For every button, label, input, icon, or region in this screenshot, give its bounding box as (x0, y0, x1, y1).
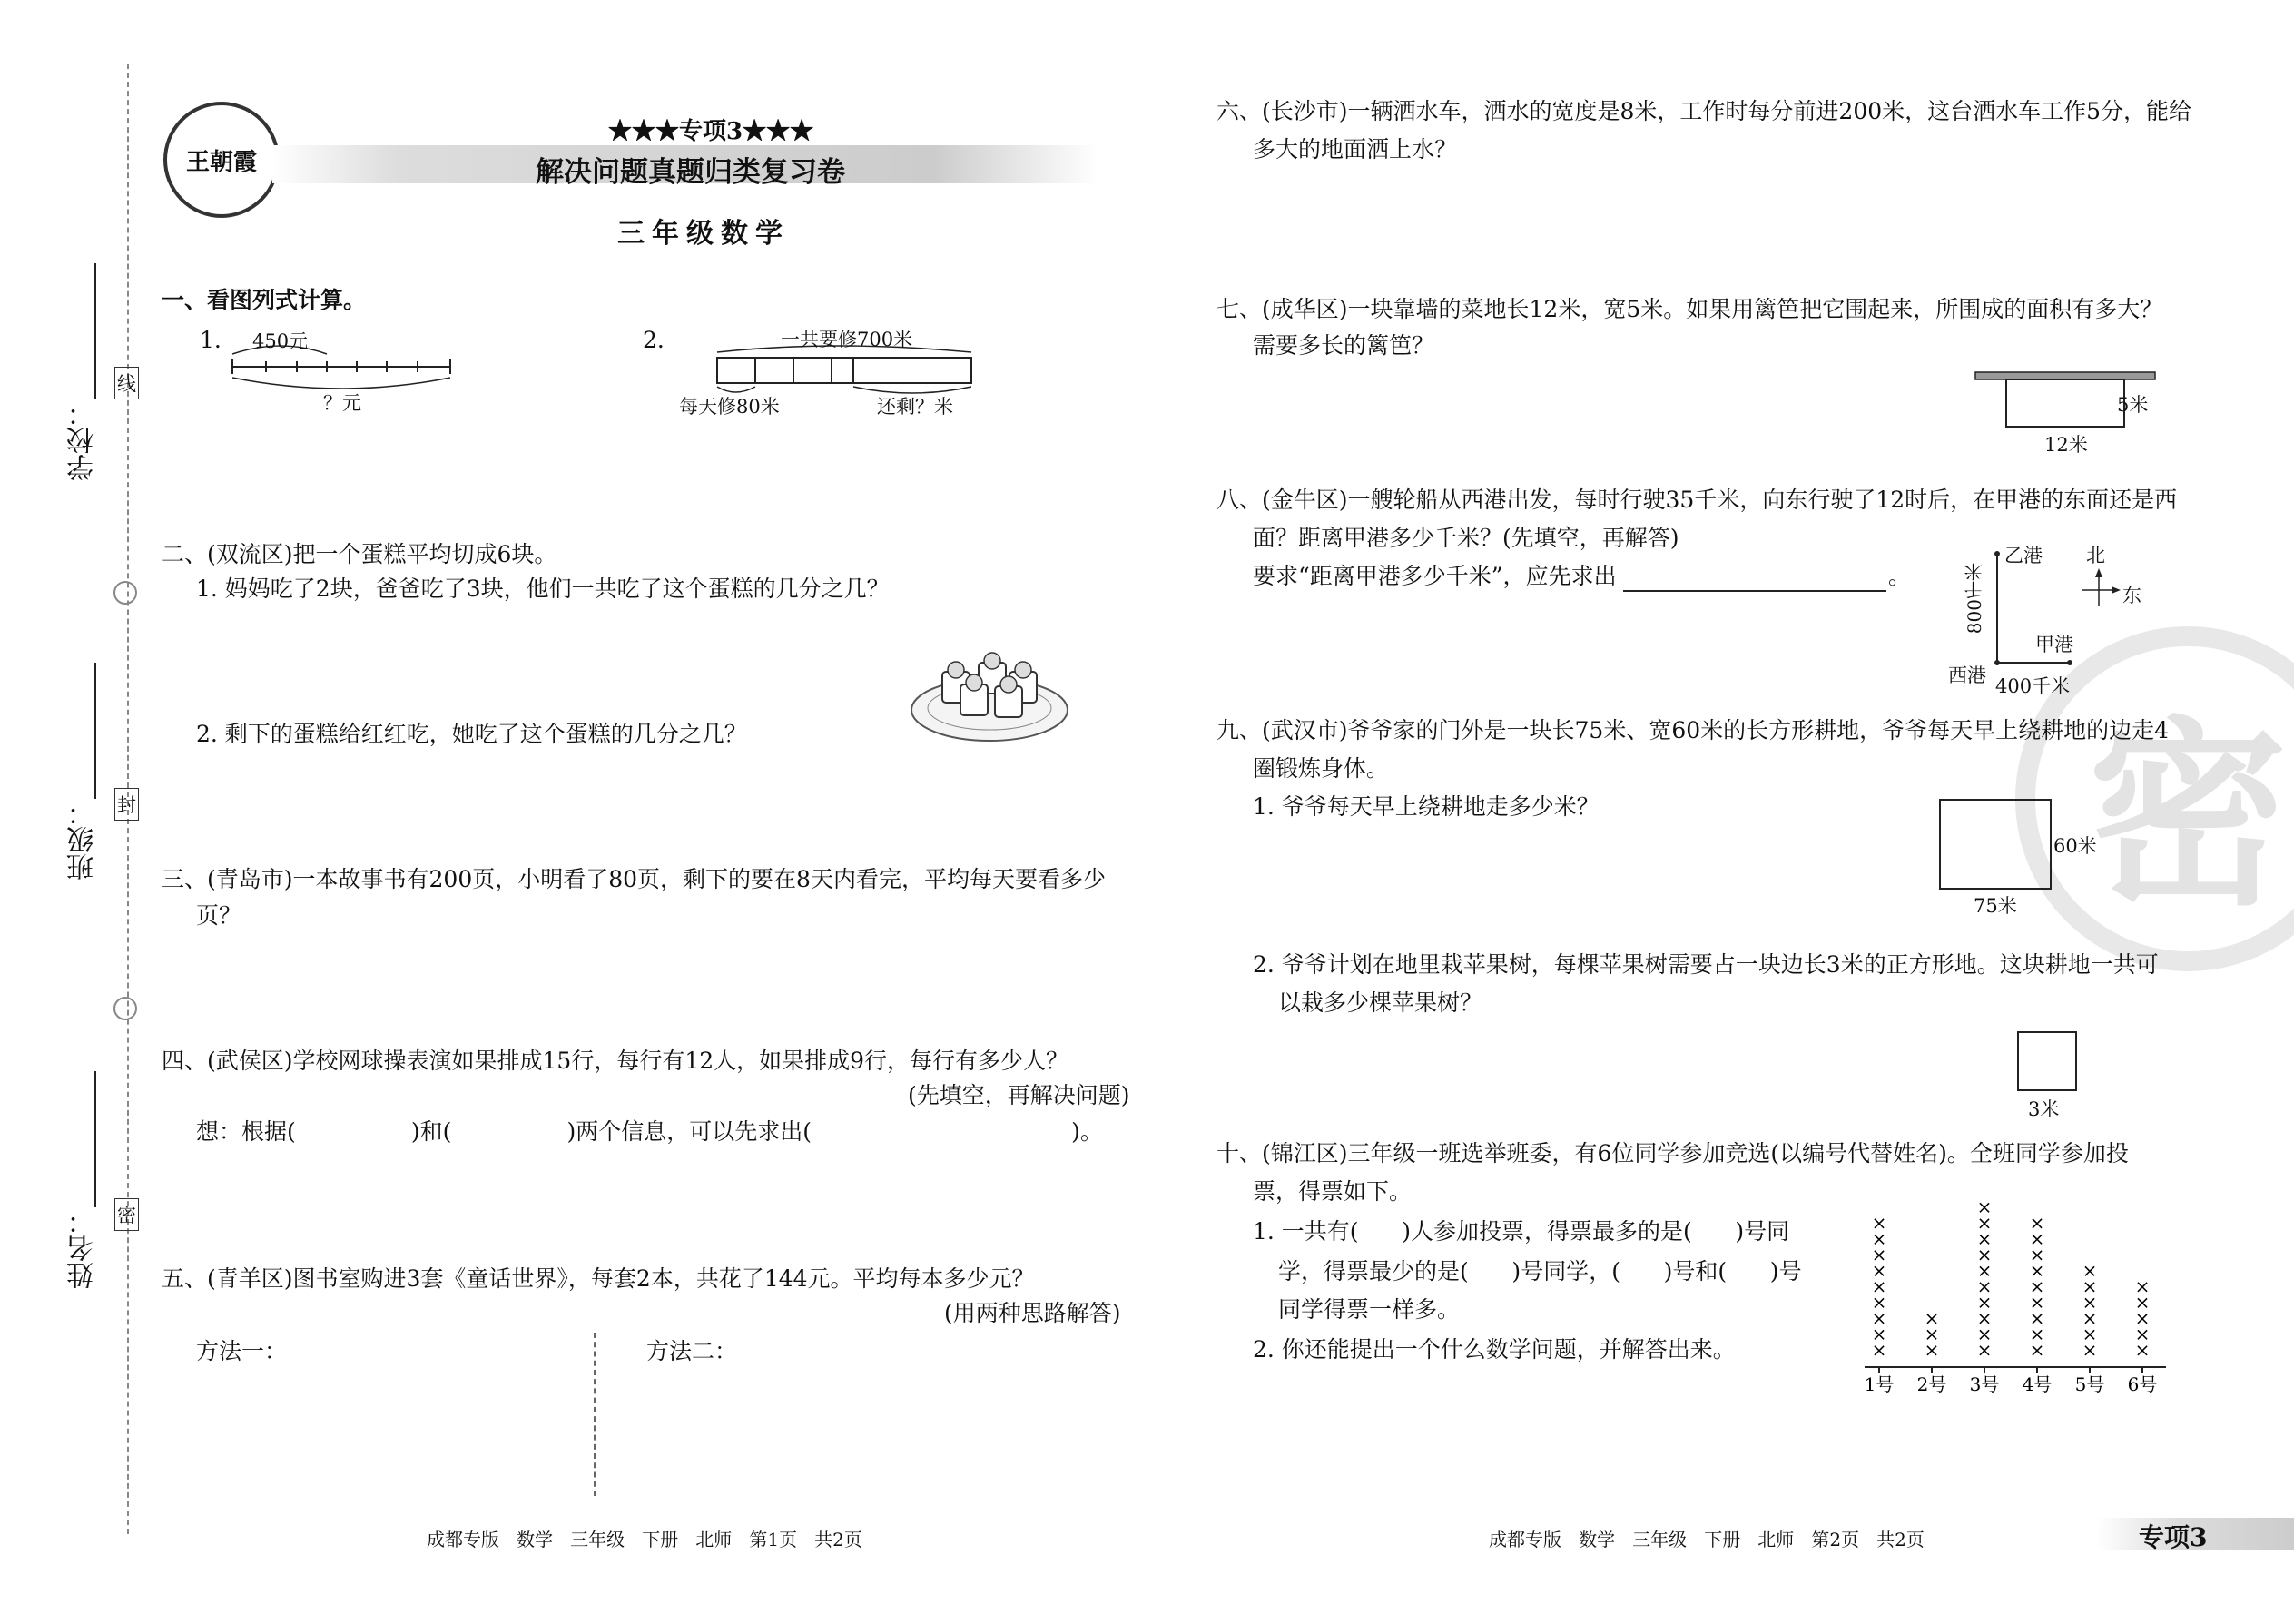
page-subtitle: 解决问题真题归类复习卷 (536, 156, 845, 189)
candidate-label: 2号 (1916, 1373, 1947, 1395)
question-9-sub-2-line-1: 2. 爷爷计划在地里栽苹果树，每棵苹果树需要占一块边长3米的正方形地。这块耕地一共可 (1253, 951, 2159, 978)
question-7-line-1: 七、(成华区)一块靠墙的菜地长12米，宽5米。如果用篱笆把它围起来，所围成的面积有多大？ (1216, 296, 2163, 322)
vote-mark: × (2134, 1275, 2151, 1297)
vote-mark: × (2134, 1323, 2151, 1345)
question-5-line-1: 五、(青羊区)图书室购进3套《童话世界》，每套2本，共花了144元。平均每本多少元？ (162, 1265, 1035, 1292)
name-blank (94, 1071, 96, 1207)
candidate-label: 4号 (2022, 1373, 2053, 1395)
seal-xian: 线 (114, 367, 139, 399)
farmland-width-label: 60米 (2053, 835, 2097, 857)
vote-mark: × (1976, 1307, 1993, 1329)
vote-mark: × (1976, 1339, 1993, 1361)
square-side-label: 3米 (2028, 1098, 2060, 1120)
square-plot (2017, 1031, 2077, 1091)
vote-mark: × (2082, 1323, 2098, 1345)
vote-mark: × (2029, 1291, 2045, 1314)
vote-mark: × (1976, 1244, 1993, 1265)
footer-right: 成都专版 数学 三年级 下册 北师 第2页 共2页 (1489, 1529, 1925, 1550)
q1-item-2-number: 2. (643, 327, 665, 353)
question-8-line-3-end: 。 (1888, 563, 1912, 589)
page-title: 三年级数学 (617, 218, 790, 250)
class-label: 班级： (67, 799, 99, 881)
farmland-rectangle (1939, 799, 2052, 890)
north-label: 北 (2086, 545, 2105, 566)
question-4-line-1: 四、(武侯区)学校网球操表演如果排成15行，每行有12人，如果排成9行，每行有多少人？ (162, 1048, 1069, 1074)
question-8-line-2: 面？距离甲港多少千米？(先填空，再解答) (1253, 525, 1679, 551)
fig1-top-label: 450元 (252, 330, 309, 352)
farmland-length-label: 75米 (1974, 895, 2017, 917)
vote-mark: × (1924, 1307, 1940, 1329)
school-label: 学校： (67, 399, 99, 481)
question-6-line-2: 多大的地面洒上水？ (1253, 136, 1458, 162)
question-6-line-1: 六、(长沙市)一辆洒水车，洒水的宽度是8米，工作时每分前进200米，这台洒水车工作5分，能给 (1216, 98, 2192, 124)
q8-answer-blank[interactable] (1623, 590, 1886, 592)
vote-mark: × (1976, 1323, 1993, 1345)
q7-width-label: 5米 (2117, 394, 2149, 416)
footer-badge: 专项3 (2139, 1522, 2208, 1552)
vote-mark: × (2029, 1212, 2045, 1234)
question-4-note: (先填空，再解决问题) (908, 1082, 1130, 1108)
question-10-line-2: 票，得票如下。 (1253, 1178, 1413, 1205)
question-9-line-1: 九、(武汉市)爷爷家的门外是一块长75米、宽60米的长方形耕地，爷爷每天早上绕耕地的边走4 (1216, 717, 2170, 743)
question-9-sub-1: 1. 爷爷每天早上绕耕地走多少米？ (1253, 793, 1600, 820)
vote-mark: × (2082, 1307, 2098, 1329)
question-8-line-1: 八、(金牛区)一艘轮船从西港出发，每时行驶35千米，向东行驶了12时后，在甲港的东面还是西 (1216, 487, 2178, 513)
yi-harbor-label: 乙港 (2004, 545, 2043, 566)
vote-mark: × (1976, 1227, 1993, 1250)
q1-item-1-number: 1. (200, 327, 222, 353)
jia-harbor-label: 甲港 (2035, 634, 2073, 655)
vote-mark: × (1924, 1339, 1940, 1361)
question-3-line-1: 三、(青岛市)一本故事书有200页，小明看了80页，剩下的要在8天内看完，平均每天要看多少 (162, 866, 1106, 892)
vote-mark: × (2029, 1227, 2045, 1250)
vote-mark: × (2029, 1323, 2045, 1345)
question-2-sub-1: 1. 妈妈吃了2块，爸爸吃了3块，他们一共吃了这个蛋糕的几分之几？ (196, 576, 890, 602)
candidate-label: 6号 (2127, 1373, 2158, 1395)
question-10-line-1: 十、(锦江区)三年级一班选举班委，有6位同学参加竞选(以编号代替姓名)。全班同学参加投 (1216, 1140, 2129, 1166)
vote-mark: × (2029, 1339, 2045, 1361)
vote-mark: × (1871, 1307, 1887, 1329)
seal-feng: 封 (114, 788, 139, 821)
vote-mark: × (1976, 1275, 1993, 1297)
vote-mark: × (1976, 1212, 1993, 1234)
vote-mark: × (2029, 1259, 2045, 1282)
candidate-label: 3号 (1969, 1373, 2000, 1395)
question-10-sub-1-line-3: 同学得票一样多。 (1278, 1296, 1461, 1323)
vote-mark: × (1871, 1339, 1887, 1361)
fig2-top-label: 一共要修700米 (781, 329, 913, 350)
vote-mark: × (1871, 1259, 1887, 1282)
question-2-sub-2: 2. 剩下的蛋糕给红红吃，她吃了这个蛋糕的几分之几？ (196, 721, 747, 747)
logo: 王朝霞 (163, 102, 280, 218)
east-label: 东 (2122, 585, 2141, 606)
question-10-sub-1-line-2: 学，得票最少的是( )号同学，( )号和( )号 (1278, 1258, 1802, 1284)
vote-tally-chart (1852, 1189, 2179, 1407)
name-label: 姓名： (67, 1207, 99, 1289)
vote-mark: × (2134, 1291, 2151, 1314)
vote-mark: × (1871, 1275, 1887, 1297)
vote-mark: × (1976, 1196, 1993, 1218)
question-10-sub-2: 2. 你还能提出一个什么数学问题，并解答出来。 (1253, 1336, 1736, 1363)
q7-length-label: 12米 (2044, 434, 2088, 456)
vote-mark: × (1871, 1227, 1887, 1250)
method-divider (594, 1333, 596, 1496)
vote-mark: × (2082, 1275, 2098, 1297)
question-2-title: 二、(双流区)把一个蛋糕平均切成6块。 (162, 541, 557, 567)
question-9-sub-2-line-2: 以栽多少棵苹果树？ (1278, 989, 1483, 1016)
topic-badge: ★★★专项3★★★ (608, 118, 814, 145)
vote-mark: × (2082, 1259, 2098, 1282)
vote-mark: × (1871, 1323, 1887, 1345)
question-4-think: 想：根据( )和( )两个信息，可以先求出( )。 (196, 1118, 1103, 1145)
question-9-line-2: 圈锻炼身体。 (1253, 755, 1390, 782)
distance-400-label: 400千米 (1995, 675, 2071, 697)
vote-mark: × (2029, 1244, 2045, 1265)
footer-left: 成都专版 数学 三年级 下册 北师 第1页 共2页 (427, 1529, 862, 1550)
question-10-sub-1-line-1: 1. 一共有( )人参加投票，得票最多的是( )号同 (1253, 1218, 1790, 1245)
method-1-label: 方法一： (196, 1338, 288, 1364)
seal-mi: 密 (114, 1198, 139, 1231)
school-blank (94, 263, 96, 399)
vote-mark: × (2082, 1291, 2098, 1314)
cake-plate-image (908, 626, 1071, 744)
question-5-note: (用两种思路解答) (944, 1300, 1121, 1326)
vote-mark: × (2082, 1339, 2098, 1361)
class-blank (94, 663, 96, 799)
question-1-title: 一、看图列式计算。 (162, 287, 367, 313)
xi-harbor-label: 西港 (1948, 664, 1986, 686)
vote-mark: × (2029, 1275, 2045, 1297)
fig2-left-label: 每天修80米 (679, 396, 780, 418)
vote-mark: × (2134, 1307, 2151, 1329)
question-7-line-2: 需要多长的篱笆？ (1253, 332, 1435, 359)
vote-mark: × (1871, 1244, 1887, 1265)
vote-mark: × (2029, 1307, 2045, 1329)
method-2-label: 方法二： (646, 1338, 738, 1364)
question-3-line-2: 页？ (196, 902, 242, 929)
confidential-watermark: 密 (2015, 626, 2294, 971)
fig2-right-label: 还剩？米 (877, 396, 953, 418)
distance-800-label: 800千米 (1964, 563, 1985, 635)
candidate-label: 5号 (2074, 1373, 2105, 1395)
vote-mark: × (1976, 1259, 1993, 1282)
scissors-icon (113, 581, 137, 605)
vote-mark: × (1871, 1291, 1887, 1314)
vote-mark: × (2134, 1339, 2151, 1361)
vote-mark: × (1924, 1323, 1940, 1345)
vote-mark: × (1976, 1291, 1993, 1314)
scissors-icon (113, 997, 137, 1020)
vote-mark: × (1871, 1212, 1887, 1234)
question-8-line-3: 要求“距离甲港多少千米”，应先求出 (1253, 563, 1617, 589)
candidate-label: 1号 (1864, 1373, 1895, 1395)
fig1-bottom-label: ？元 (323, 392, 361, 414)
